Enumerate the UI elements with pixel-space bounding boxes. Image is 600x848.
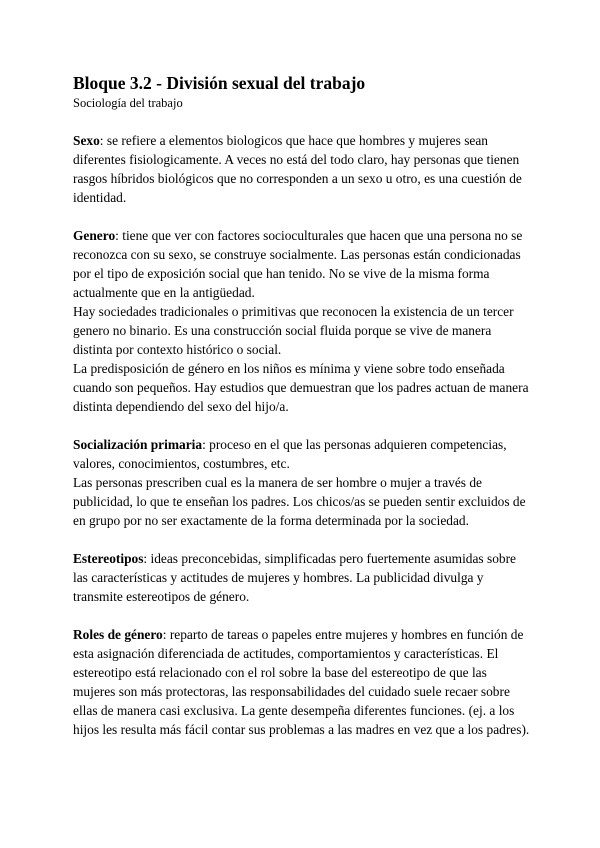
- term-label: Genero: [73, 228, 116, 243]
- term-label: Estereotipos: [73, 551, 144, 566]
- section-sexo: [73, 131, 530, 207]
- term-label: Sexo: [73, 133, 100, 148]
- paragraph: Hay sociedades tradicionales o primitivas que reconocen la existencia de un tercer genero no binario. Es una construcción social fluida porque se vive de manera distinta por contexto histórico o social.: [73, 304, 514, 357]
- paragraph: La predisposición de género en los niños es mínima y viene sobre todo enseñada cuando son pequeños. Hay estudios que demuestran que los padres actuan de manera distinta dependiendo del sexo del hijo/a.: [73, 361, 529, 414]
- term-label: Socialización primaria: [73, 437, 203, 452]
- definition-text: : proceso en el que las personas adquieren competencias, valores, conocimientos, costumbres, etc.: [73, 437, 507, 471]
- document-title: Bloque 3.2 - División sexual del trabajo: [73, 73, 366, 93]
- definition-text: : se refiere a elementos biologicos que hace que hombres y mujeres sean diferentes fisiologicamente. A veces no está del todo claro, hay personas que tienen rasgos híbridos biológicos que no corresponden a un sexo u otro, es una cuestión de identidad.: [73, 133, 522, 205]
- document-subtitle: Sociología del trabajo: [73, 96, 183, 110]
- paragraph: [73, 131, 530, 207]
- section-roles-de-genero: [73, 625, 530, 739]
- section-estereotipos: [73, 549, 530, 606]
- definition-text: : reparto de tareas o papeles entre mujeres y hombres en función de esta asignación diferenciada de actitudes, comportamientos y características. El estereotipo está relacionado con el rol sobre la base del estereotipo de que las mujeres son más protectoras, las responsabilidades del cuidado suele recaer sobre ellas de manera casi exclusiva. La gente desempeña diferentes funciones. (ej. a los hijos les resulta más fácil contar sus problemas a las madres en vez que a los padres).: [73, 627, 530, 737]
- term-label: Roles de género: [73, 627, 163, 642]
- definition-text: : ideas preconcebidas, simplificadas pero fuertemente asumidas sobre las características y actitudes de mujeres y hombres. La publicidad divulga y transmite estereotipos de género.: [73, 551, 516, 604]
- section-socializacion-primaria: [73, 435, 530, 530]
- paragraph: [73, 435, 530, 473]
- paragraph: [73, 549, 530, 606]
- paragraph: Las personas prescriben cual es la manera de ser hombre o mujer a través de publicidad, lo que te enseñan los padres. Los chicos/as se pueden sentir excluidos de en grupo por no ser exactamente de la forma determinada por la sociedad.: [73, 475, 526, 528]
- section-genero: [73, 226, 530, 416]
- definition-text: : tiene que ver con factores socioculturales que hacen que una persona no se reconozca con su sexo, se construye socialmente. Las personas están condicionadas por el tipo de exposición social que han tenido. No se vive de la misma forma actualmente que en la antigüedad.: [73, 228, 523, 300]
- paragraph: [73, 226, 530, 302]
- paragraph: [73, 625, 530, 739]
